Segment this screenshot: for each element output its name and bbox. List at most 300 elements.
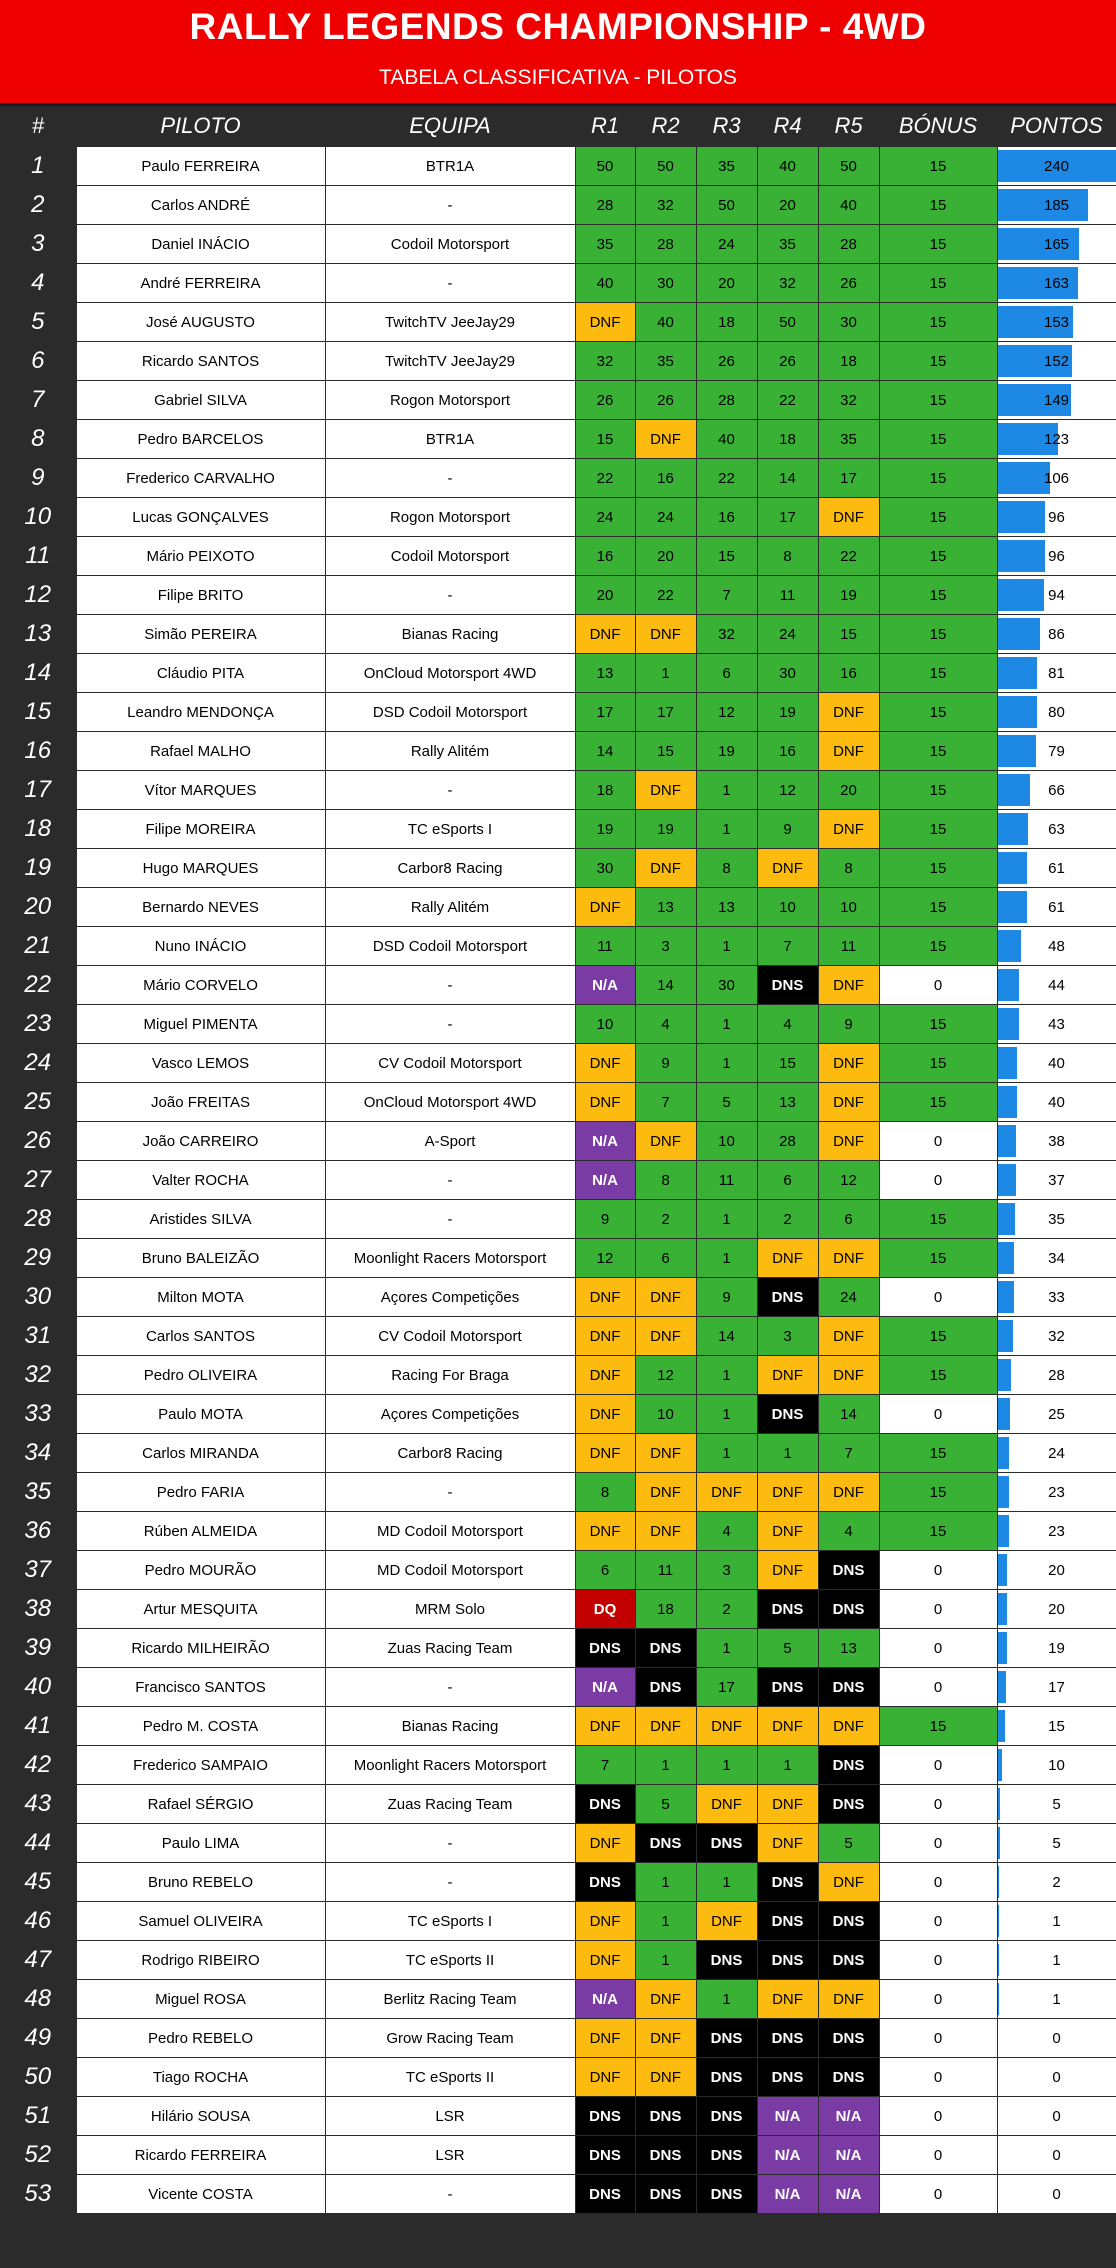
race-result-r2: DNF xyxy=(635,1707,696,1746)
race-result-r1: DNF xyxy=(575,1941,635,1980)
points-value: 0 xyxy=(1052,2185,1061,2203)
team-cell: DSD Codoil Motorsport xyxy=(325,927,575,966)
race-result-r1: 17 xyxy=(575,693,635,732)
points-bar xyxy=(998,1281,1014,1313)
bonus-cell: 0 xyxy=(879,1785,997,1824)
team-cell: - xyxy=(325,966,575,1005)
points-value: 23 xyxy=(1048,1483,1065,1501)
race-result-r1: DNS xyxy=(575,1863,635,1902)
bonus-cell: 15 xyxy=(879,459,997,498)
bonus-cell: 0 xyxy=(879,1122,997,1161)
race-result-r1: DNF xyxy=(575,1044,635,1083)
race-result-r4: 2 xyxy=(757,1200,818,1239)
table-row xyxy=(0,342,1116,381)
race-result-r2: 15 xyxy=(635,732,696,771)
pilot-cell: Leandro MENDONÇA xyxy=(76,693,325,732)
race-result-r3: 1 xyxy=(696,927,757,966)
race-result-r1: 24 xyxy=(575,498,635,537)
table-row xyxy=(0,147,1116,186)
table-row xyxy=(0,966,1116,1005)
team-cell: TwitchTV JeeJay29 xyxy=(325,303,575,342)
points-bar xyxy=(998,189,1089,221)
race-result-r4: 26 xyxy=(757,342,818,381)
points-cell xyxy=(997,1473,1116,1512)
race-result-r1: 35 xyxy=(575,225,635,264)
points-cell xyxy=(997,966,1116,1005)
team-cell: TwitchTV JeeJay29 xyxy=(325,342,575,381)
points-cell xyxy=(997,1668,1116,1707)
race-result-r3: 18 xyxy=(696,303,757,342)
pilot-cell: Valter ROCHA xyxy=(76,1161,325,1200)
race-result-r3: 16 xyxy=(696,498,757,537)
bonus-cell: 15 xyxy=(879,1512,997,1551)
points-value: 149 xyxy=(1043,391,1070,409)
points-cell xyxy=(997,1551,1116,1590)
team-cell: Carbor8 Racing xyxy=(325,1434,575,1473)
team-cell: - xyxy=(325,771,575,810)
race-result-r3: 17 xyxy=(696,1668,757,1707)
race-result-r2: DNS xyxy=(635,2136,696,2175)
race-result-r1: DNS xyxy=(575,1629,635,1668)
team-cell: Racing For Braga xyxy=(325,1356,575,1395)
points-bar xyxy=(998,1866,999,1898)
bonus-cell: 15 xyxy=(879,1356,997,1395)
points-value: 37 xyxy=(1048,1171,1065,1189)
race-result-r5: DNF xyxy=(818,810,879,849)
pilot-cell: Pedro M. COSTA xyxy=(76,1707,325,1746)
points-value: 106 xyxy=(1043,469,1070,487)
race-result-r1: DQ xyxy=(575,1590,635,1629)
race-result-r1: DNF xyxy=(575,1434,635,1473)
team-cell: Moonlight Racers Motorsport xyxy=(325,1239,575,1278)
position-cell: 19 xyxy=(0,849,76,888)
bonus-cell: 0 xyxy=(879,1668,997,1707)
col-header-bonus: BÓNUS xyxy=(879,106,997,147)
race-result-r3: DNS xyxy=(696,2097,757,2136)
race-result-r1: 15 xyxy=(575,420,635,459)
bonus-cell: 15 xyxy=(879,381,997,420)
position-cell: 2 xyxy=(0,186,76,225)
race-result-r1: 19 xyxy=(575,810,635,849)
team-cell: - xyxy=(325,2175,575,2214)
race-result-r3: 1 xyxy=(696,1200,757,1239)
race-result-r4: 9 xyxy=(757,810,818,849)
points-cell xyxy=(997,849,1116,888)
position-cell: 39 xyxy=(0,1629,76,1668)
race-result-r1: 13 xyxy=(575,654,635,693)
race-result-r3: 14 xyxy=(696,1317,757,1356)
race-result-r3: 9 xyxy=(696,1278,757,1317)
points-cell xyxy=(997,264,1116,303)
points-value: 80 xyxy=(1048,703,1065,721)
bonus-cell: 15 xyxy=(879,342,997,381)
race-result-r2: DNF xyxy=(635,1512,696,1551)
race-result-r5: 32 xyxy=(818,381,879,420)
race-result-r5: N/A xyxy=(818,2175,879,2214)
points-value: 153 xyxy=(1043,313,1070,331)
position-cell: 45 xyxy=(0,1863,76,1902)
race-result-r5: DNS xyxy=(818,1746,879,1785)
race-result-r3: DNS xyxy=(696,1824,757,1863)
table-row xyxy=(0,693,1116,732)
race-result-r2: DNF xyxy=(635,1122,696,1161)
pilot-cell: José AUGUSTO xyxy=(76,303,325,342)
team-cell: - xyxy=(325,264,575,303)
race-result-r3: 13 xyxy=(696,888,757,927)
points-value: 5 xyxy=(1052,1834,1061,1852)
points-bar xyxy=(998,774,1030,806)
table-row xyxy=(0,1746,1116,1785)
team-cell: Rally Alitém xyxy=(325,732,575,771)
team-cell: Bianas Racing xyxy=(325,615,575,654)
position-cell: 29 xyxy=(0,1239,76,1278)
bonus-cell: 0 xyxy=(879,1278,997,1317)
bonus-cell: 0 xyxy=(879,1941,997,1980)
table-row xyxy=(0,537,1116,576)
pilot-cell: Rúben ALMEIDA xyxy=(76,1512,325,1551)
position-cell: 28 xyxy=(0,1200,76,1239)
position-cell: 17 xyxy=(0,771,76,810)
points-cell xyxy=(997,1083,1116,1122)
pilot-cell: Frederico SAMPAIO xyxy=(76,1746,325,1785)
position-cell: 48 xyxy=(0,1980,76,2019)
race-result-r1: 6 xyxy=(575,1551,635,1590)
bonus-cell: 15 xyxy=(879,303,997,342)
race-result-r5: 30 xyxy=(818,303,879,342)
table-row xyxy=(0,1980,1116,2019)
race-result-r1: N/A xyxy=(575,1161,635,1200)
points-cell xyxy=(997,381,1116,420)
table-row xyxy=(0,1590,1116,1629)
points-cell xyxy=(997,1005,1116,1044)
race-result-r1: 8 xyxy=(575,1473,635,1512)
table-row xyxy=(0,1122,1116,1161)
race-result-r3: 40 xyxy=(696,420,757,459)
team-cell: CV Codoil Motorsport xyxy=(325,1317,575,1356)
points-cell xyxy=(997,576,1116,615)
pilot-cell: Ricardo SANTOS xyxy=(76,342,325,381)
race-result-r1: DNF xyxy=(575,888,635,927)
pilot-cell: Samuel OLIVEIRA xyxy=(76,1902,325,1941)
bonus-cell: 15 xyxy=(879,927,997,966)
points-cell xyxy=(997,1980,1116,2019)
race-result-r5: DNF xyxy=(818,1317,879,1356)
position-cell: 47 xyxy=(0,1941,76,1980)
team-cell: TC eSports I xyxy=(325,810,575,849)
pilot-cell: Rafael MALHO xyxy=(76,732,325,771)
col-header-r5: R5 xyxy=(818,106,879,147)
points-cell xyxy=(997,498,1116,537)
position-cell: 14 xyxy=(0,654,76,693)
race-result-r1: DNS xyxy=(575,2097,635,2136)
header-row xyxy=(0,106,1116,147)
pilot-cell: Cláudio PITA xyxy=(76,654,325,693)
points-value: 44 xyxy=(1048,976,1065,994)
race-result-r1: 18 xyxy=(575,771,635,810)
race-result-r2: 50 xyxy=(635,147,696,186)
team-cell: Rally Alitém xyxy=(325,888,575,927)
pilot-cell: Pedro REBELO xyxy=(76,2019,325,2058)
race-result-r5: 9 xyxy=(818,1005,879,1044)
team-cell: Berlitz Racing Team xyxy=(325,1980,575,2019)
points-bar xyxy=(998,1788,1000,1820)
position-cell: 22 xyxy=(0,966,76,1005)
points-cell xyxy=(997,1785,1116,1824)
race-result-r4: N/A xyxy=(757,2136,818,2175)
position-cell: 32 xyxy=(0,1356,76,1395)
points-cell xyxy=(997,1239,1116,1278)
points-value: 48 xyxy=(1048,937,1065,955)
race-result-r2: 19 xyxy=(635,810,696,849)
team-cell: Açores Competições xyxy=(325,1278,575,1317)
points-value: 38 xyxy=(1048,1132,1065,1150)
points-cell xyxy=(997,2058,1116,2097)
race-result-r1: 14 xyxy=(575,732,635,771)
points-value: 15 xyxy=(1048,1717,1065,1735)
race-result-r5: DNS xyxy=(818,1902,879,1941)
pilot-cell: Pedro FARIA xyxy=(76,1473,325,1512)
race-result-r3: 1 xyxy=(696,1980,757,2019)
col-header-r4: R4 xyxy=(757,106,818,147)
pilot-cell: Paulo FERREIRA xyxy=(76,147,325,186)
points-cell xyxy=(997,2175,1116,2214)
col-header-r2: R2 xyxy=(635,106,696,147)
pilot-cell: Carlos SANTOS xyxy=(76,1317,325,1356)
points-value: 5 xyxy=(1052,1795,1061,1813)
position-cell: 23 xyxy=(0,1005,76,1044)
table-row xyxy=(0,1005,1116,1044)
bonus-cell: 15 xyxy=(879,1707,997,1746)
points-bar xyxy=(998,891,1028,923)
col-header-pilot: PILOTO xyxy=(76,106,325,147)
race-result-r2: 20 xyxy=(635,537,696,576)
position-cell: 18 xyxy=(0,810,76,849)
team-cell: Codoil Motorsport xyxy=(325,537,575,576)
points-value: 0 xyxy=(1052,2068,1061,2086)
race-result-r4: DNF xyxy=(757,1551,818,1590)
race-result-r1: DNF xyxy=(575,1083,635,1122)
bonus-cell: 0 xyxy=(879,1551,997,1590)
race-result-r3: 32 xyxy=(696,615,757,654)
position-cell: 25 xyxy=(0,1083,76,1122)
race-result-r2: 17 xyxy=(635,693,696,732)
race-result-r1: N/A xyxy=(575,1668,635,1707)
race-result-r2: 1 xyxy=(635,1902,696,1941)
race-result-r5: 10 xyxy=(818,888,879,927)
race-result-r3: 1 xyxy=(696,810,757,849)
race-result-r1: DNF xyxy=(575,1317,635,1356)
bonus-cell: 15 xyxy=(879,147,997,186)
race-result-r5: N/A xyxy=(818,2136,879,2175)
table-row xyxy=(0,615,1116,654)
points-bar xyxy=(998,1242,1015,1274)
race-result-r5: DNF xyxy=(818,1356,879,1395)
points-value: 123 xyxy=(1043,430,1070,448)
points-bar xyxy=(998,1827,1000,1859)
race-result-r1: 26 xyxy=(575,381,635,420)
position-cell: 20 xyxy=(0,888,76,927)
race-result-r5: DNS xyxy=(818,2058,879,2097)
race-result-r1: 32 xyxy=(575,342,635,381)
race-result-r4: 30 xyxy=(757,654,818,693)
table-row xyxy=(0,1161,1116,1200)
table-row xyxy=(0,1902,1116,1941)
position-cell: 40 xyxy=(0,1668,76,1707)
race-result-r1: 28 xyxy=(575,186,635,225)
pilot-cell: Carlos MIRANDA xyxy=(76,1434,325,1473)
race-result-r1: 50 xyxy=(575,147,635,186)
race-result-r5: DNF xyxy=(818,1083,879,1122)
race-result-r3: DNS xyxy=(696,2175,757,2214)
points-value: 1 xyxy=(1052,1990,1061,2008)
race-result-r2: 8 xyxy=(635,1161,696,1200)
points-bar xyxy=(998,1632,1007,1664)
table-row xyxy=(0,1668,1116,1707)
table-row xyxy=(0,1863,1116,1902)
points-cell xyxy=(997,654,1116,693)
points-value: 40 xyxy=(1048,1093,1065,1111)
bonus-cell: 15 xyxy=(879,693,997,732)
table-row xyxy=(0,420,1116,459)
race-result-r5: 50 xyxy=(818,147,879,186)
race-result-r1: N/A xyxy=(575,1980,635,2019)
race-result-r4: N/A xyxy=(757,2175,818,2214)
pilot-cell: Miguel PIMENTA xyxy=(76,1005,325,1044)
race-result-r5: DNS xyxy=(818,1668,879,1707)
race-result-r4: DNF xyxy=(757,1512,818,1551)
race-result-r5: 24 xyxy=(818,1278,879,1317)
points-bar xyxy=(998,579,1044,611)
points-value: 35 xyxy=(1048,1210,1065,1228)
position-cell: 7 xyxy=(0,381,76,420)
race-result-r1: DNF xyxy=(575,1356,635,1395)
table-row xyxy=(0,2136,1116,2175)
race-result-r4: 12 xyxy=(757,771,818,810)
race-result-r4: 16 xyxy=(757,732,818,771)
pilot-cell: Miguel ROSA xyxy=(76,1980,325,2019)
race-result-r2: 10 xyxy=(635,1395,696,1434)
col-header-position: # xyxy=(0,106,76,147)
table-row xyxy=(0,732,1116,771)
bonus-cell: 15 xyxy=(879,576,997,615)
race-result-r5: DNF xyxy=(818,1707,879,1746)
table-row xyxy=(0,2175,1116,2214)
race-result-r5: 14 xyxy=(818,1395,879,1434)
bonus-cell: 0 xyxy=(879,966,997,1005)
pilot-cell: Carlos ANDRÉ xyxy=(76,186,325,225)
points-bar xyxy=(998,930,1022,962)
bonus-cell: 15 xyxy=(879,654,997,693)
team-cell: BTR1A xyxy=(325,147,575,186)
points-value: 0 xyxy=(1052,2107,1061,2125)
race-result-r4: 15 xyxy=(757,1044,818,1083)
bonus-cell: 15 xyxy=(879,1005,997,1044)
race-result-r4: 10 xyxy=(757,888,818,927)
table-row xyxy=(0,303,1116,342)
points-value: 2 xyxy=(1052,1873,1061,1891)
table-row xyxy=(0,186,1116,225)
points-value: 86 xyxy=(1048,625,1065,643)
race-result-r2: 26 xyxy=(635,381,696,420)
team-cell: LSR xyxy=(325,2097,575,2136)
points-cell xyxy=(997,2097,1116,2136)
team-cell: Açores Competições xyxy=(325,1395,575,1434)
race-result-r1: DNF xyxy=(575,2058,635,2097)
race-result-r2: 40 xyxy=(635,303,696,342)
bonus-cell: 0 xyxy=(879,2175,997,2214)
col-header-points: PONTOS xyxy=(997,106,1116,147)
race-result-r3: 8 xyxy=(696,849,757,888)
table-row xyxy=(0,1941,1116,1980)
race-result-r3: 5 xyxy=(696,1083,757,1122)
team-cell: MD Codoil Motorsport xyxy=(325,1551,575,1590)
points-bar xyxy=(998,657,1038,689)
team-cell: Carbor8 Racing xyxy=(325,849,575,888)
points-bar xyxy=(998,1164,1016,1196)
race-result-r3: 1 xyxy=(696,1629,757,1668)
race-result-r2: 6 xyxy=(635,1239,696,1278)
position-cell: 46 xyxy=(0,1902,76,1941)
race-result-r3: 7 xyxy=(696,576,757,615)
team-cell: Zuas Racing Team xyxy=(325,1629,575,1668)
standings-body xyxy=(0,147,1116,2214)
position-cell: 49 xyxy=(0,2019,76,2058)
race-result-r2: DNF xyxy=(635,420,696,459)
race-result-r3: 20 xyxy=(696,264,757,303)
points-cell xyxy=(997,303,1116,342)
points-value: 0 xyxy=(1052,2029,1061,2047)
table-row xyxy=(0,2097,1116,2136)
race-result-r4: DNF xyxy=(757,1980,818,2019)
race-result-r2: 14 xyxy=(635,966,696,1005)
race-result-r5: DNF xyxy=(818,966,879,1005)
race-result-r4: DNF xyxy=(757,1239,818,1278)
table-row xyxy=(0,1434,1116,1473)
race-result-r3: 2 xyxy=(696,1590,757,1629)
bonus-cell: 0 xyxy=(879,1590,997,1629)
race-result-r3: 6 xyxy=(696,654,757,693)
points-cell xyxy=(997,420,1116,459)
race-result-r5: 6 xyxy=(818,1200,879,1239)
race-result-r4: DNS xyxy=(757,1668,818,1707)
pilot-cell: Tiago ROCHA xyxy=(76,2058,325,2097)
points-value: 28 xyxy=(1048,1366,1065,1384)
team-cell: A-Sport xyxy=(325,1122,575,1161)
pilot-cell: Paulo LIMA xyxy=(76,1824,325,1863)
position-cell: 53 xyxy=(0,2175,76,2214)
race-result-r2: DNF xyxy=(635,1980,696,2019)
race-result-r3: 1 xyxy=(696,771,757,810)
race-result-r4: 28 xyxy=(757,1122,818,1161)
team-cell: - xyxy=(325,1005,575,1044)
position-cell: 1 xyxy=(0,147,76,186)
points-cell xyxy=(997,1746,1116,1785)
race-result-r2: DNF xyxy=(635,1278,696,1317)
table-row xyxy=(0,1200,1116,1239)
points-cell xyxy=(997,2019,1116,2058)
race-result-r1: DNF xyxy=(575,615,635,654)
race-result-r3: 12 xyxy=(696,693,757,732)
race-result-r2: DNF xyxy=(635,615,696,654)
pilot-cell: Rodrigo RIBEIRO xyxy=(76,1941,325,1980)
race-result-r3: DNF xyxy=(696,1785,757,1824)
team-cell: Zuas Racing Team xyxy=(325,1785,575,1824)
race-result-r4: 20 xyxy=(757,186,818,225)
points-cell xyxy=(997,459,1116,498)
points-bar xyxy=(998,462,1050,494)
points-cell xyxy=(997,1356,1116,1395)
points-cell xyxy=(997,1512,1116,1551)
